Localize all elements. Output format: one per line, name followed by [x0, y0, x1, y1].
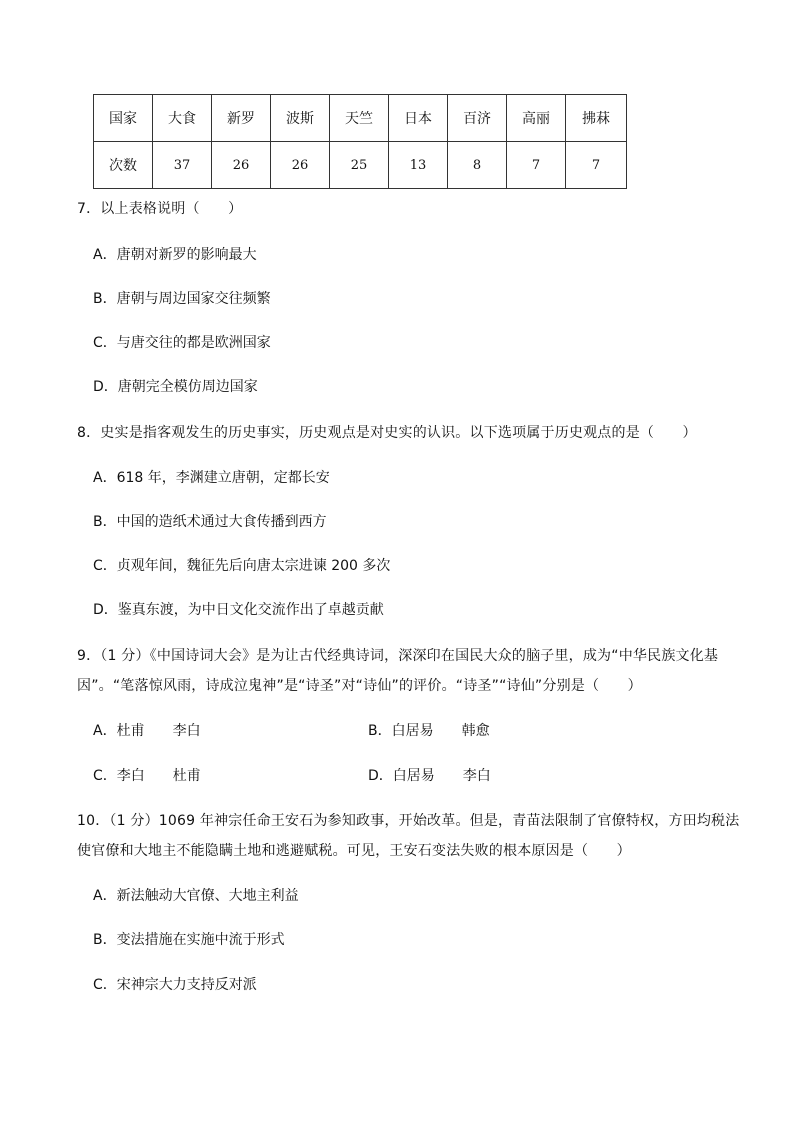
table-cell: 13	[389, 142, 448, 189]
q9-option-c[interactable]: C．李白 杜甫	[93, 768, 201, 784]
q10-option-a[interactable]: A．新法触动大官僚、大地主利益	[93, 888, 299, 904]
question-8-stem: 8．史实是指客观发生的历史事实，历史观点是对史实的认识。以下选项属于历史观点的是（ ）	[77, 425, 697, 441]
question-9-stem-line2: 因”。“笔落惊风雨，诗成泣鬼神”是“诗圣”对“诗仙”的评价。“诗圣”“诗仙”分别是（ ）	[77, 678, 642, 694]
q9-option-a[interactable]: A．杜甫 李白	[93, 723, 201, 739]
table-cell: 新罗	[212, 95, 271, 142]
q8-option-d[interactable]: D．鉴真东渡，为中日文化交流作出了卓越贡献	[93, 602, 384, 618]
table-row	[94, 142, 627, 189]
question-10-stem-line2: 使官僚和大地主不能隐瞒土地和逃避赋税。可见，王安石变法失败的根本原因是（ ）	[77, 843, 631, 859]
q8-option-c[interactable]: C．贞观年间，魏征先后向唐太宗进谏 200 多次	[93, 558, 391, 574]
table-cell: 拂菻	[566, 95, 627, 142]
table-cell: 7	[507, 142, 566, 189]
table-cell: 8	[448, 142, 507, 189]
q8-option-a[interactable]: A．618 年，李渊建立唐朝，定都长安	[93, 470, 330, 486]
q7-option-a[interactable]: A．唐朝对新罗的影响最大	[93, 247, 257, 263]
question-9-stem-line1: 9．（1 分）《中国诗词大会》是为让古代经典诗词，深深印在国民大众的脑子里，成为“中华民族文化基	[77, 648, 719, 664]
table-cell: 26	[212, 142, 271, 189]
q9-option-d[interactable]: D．白居易 李白	[368, 768, 491, 784]
q7-option-d[interactable]: D．唐朝完全模仿周边国家	[93, 379, 258, 395]
table-cell: 百济	[448, 95, 507, 142]
table-cell: 国家	[94, 95, 153, 142]
table-cell: 大食	[153, 95, 212, 142]
table-cell: 波斯	[271, 95, 330, 142]
table-cell: 7	[566, 142, 627, 189]
table-cell: 天竺	[330, 95, 389, 142]
q7-option-c[interactable]: C．与唐交往的都是欧洲国家	[93, 335, 271, 351]
country-frequency-table	[93, 94, 627, 189]
q10-option-c[interactable]: C．宋神宗大力支持反对派	[93, 977, 257, 993]
table-cell: 高丽	[507, 95, 566, 142]
table-row-label: 次数	[94, 142, 153, 189]
table-header-row	[94, 95, 627, 142]
question-7-stem: 7．以上表格说明（ ）	[77, 201, 243, 217]
table-cell: 26	[271, 142, 330, 189]
q8-option-b[interactable]: B．中国的造纸术通过大食传播到西方	[93, 514, 327, 530]
table-cell: 25	[330, 142, 389, 189]
table-cell: 37	[153, 142, 212, 189]
q9-option-b[interactable]: B．白居易 韩愈	[368, 723, 490, 739]
q10-option-b[interactable]: B．变法措施在实施中流于形式	[93, 932, 285, 948]
question-10-stem-line1: 10．（1 分）1069 年神宗任命王安石为参知政事，开始改革。但是，青苗法限制了官僚特权，方田均税法	[77, 813, 740, 829]
q7-option-b[interactable]: B．唐朝与周边国家交往频繁	[93, 291, 271, 307]
table-cell: 日本	[389, 95, 448, 142]
